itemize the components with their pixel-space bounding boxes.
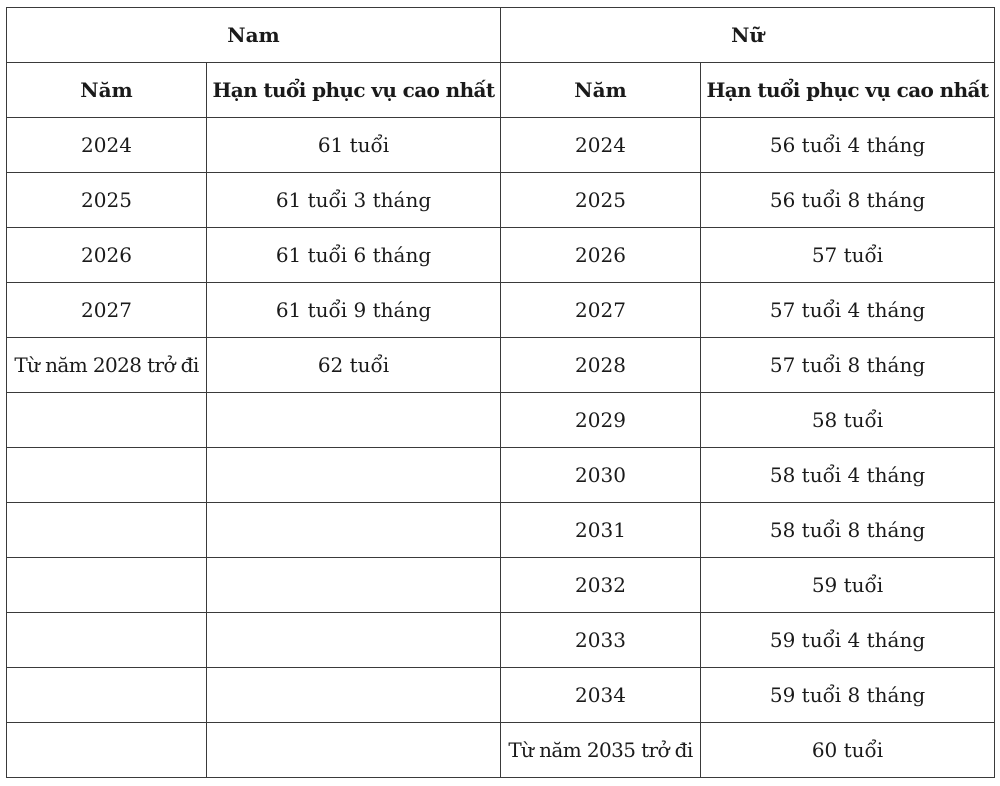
table-row: [7, 668, 995, 723]
table-body: [7, 118, 995, 778]
female-age-cell: 57 tuổi 8 tháng: [701, 338, 995, 393]
male-age-cell: 61 tuổi: [207, 118, 501, 173]
male-year-cell: 2025: [7, 173, 207, 228]
female-group-header: Nữ: [501, 8, 995, 63]
table-row: [7, 118, 995, 173]
female-year-cell: 2026: [501, 228, 701, 283]
female-age-cell: 58 tuổi: [701, 393, 995, 448]
male-age-cell: 61 tuổi 9 tháng: [207, 283, 501, 338]
male-age-cell: [207, 448, 501, 503]
male-year-cell: [7, 558, 207, 613]
table-row: [7, 338, 995, 393]
male-year-cell: [7, 613, 207, 668]
female-age-cell: 59 tuổi 4 tháng: [701, 613, 995, 668]
table-row: [7, 613, 995, 668]
female-max-age-header: Hạn tuổi phục vụ cao nhất: [701, 63, 995, 118]
female-age-cell: 56 tuổi 4 tháng: [701, 118, 995, 173]
male-year-cell: 2026: [7, 228, 207, 283]
male-age-cell: 61 tuổi 6 tháng: [207, 228, 501, 283]
table-row: [7, 723, 995, 778]
male-age-cell: [207, 613, 501, 668]
female-year-cell: 2030: [501, 448, 701, 503]
table-row: [7, 448, 995, 503]
male-year-cell: [7, 448, 207, 503]
table-row: [7, 393, 995, 448]
female-year-cell: 2028: [501, 338, 701, 393]
female-age-cell: 59 tuổi: [701, 558, 995, 613]
table-row: [7, 228, 995, 283]
male-age-cell: [207, 558, 501, 613]
male-year-header: Năm: [7, 63, 207, 118]
male-year-cell: [7, 393, 207, 448]
table-row: [7, 558, 995, 613]
column-header-row: [7, 63, 995, 118]
female-year-cell: 2024: [501, 118, 701, 173]
table-row: [7, 503, 995, 558]
table-row: [7, 283, 995, 338]
male-year-cell: Từ năm 2028 trở đi: [7, 338, 207, 393]
female-year-cell: 2025: [501, 173, 701, 228]
female-age-cell: 59 tuổi 8 tháng: [701, 668, 995, 723]
male-year-cell: [7, 503, 207, 558]
male-year-cell: 2027: [7, 283, 207, 338]
male-age-cell: 61 tuổi 3 tháng: [207, 173, 501, 228]
female-age-cell: 58 tuổi 4 tháng: [701, 448, 995, 503]
male-age-cell: 62 tuổi: [207, 338, 501, 393]
female-year-header: Năm: [501, 63, 701, 118]
group-header-row: [7, 8, 995, 63]
male-year-cell: [7, 723, 207, 778]
female-age-cell: 60 tuổi: [701, 723, 995, 778]
table-row: [7, 173, 995, 228]
female-age-cell: 56 tuổi 8 tháng: [701, 173, 995, 228]
female-year-cell: 2027: [501, 283, 701, 338]
female-year-cell: 2031: [501, 503, 701, 558]
male-group-header: Nam: [7, 8, 501, 63]
female-age-cell: 57 tuổi 4 tháng: [701, 283, 995, 338]
female-year-cell: 2034: [501, 668, 701, 723]
male-max-age-header: Hạn tuổi phục vụ cao nhất: [207, 63, 501, 118]
female-year-cell: 2033: [501, 613, 701, 668]
female-age-cell: 57 tuổi: [701, 228, 995, 283]
female-year-cell: Từ năm 2035 trở đi: [501, 723, 701, 778]
female-year-cell: 2032: [501, 558, 701, 613]
female-age-cell: 58 tuổi 8 tháng: [701, 503, 995, 558]
male-year-cell: [7, 668, 207, 723]
male-year-cell: 2024: [7, 118, 207, 173]
female-year-cell: 2029: [501, 393, 701, 448]
male-age-cell: [207, 668, 501, 723]
male-age-cell: [207, 503, 501, 558]
male-age-cell: [207, 723, 501, 778]
service-age-table: [6, 7, 995, 778]
male-age-cell: [207, 393, 501, 448]
